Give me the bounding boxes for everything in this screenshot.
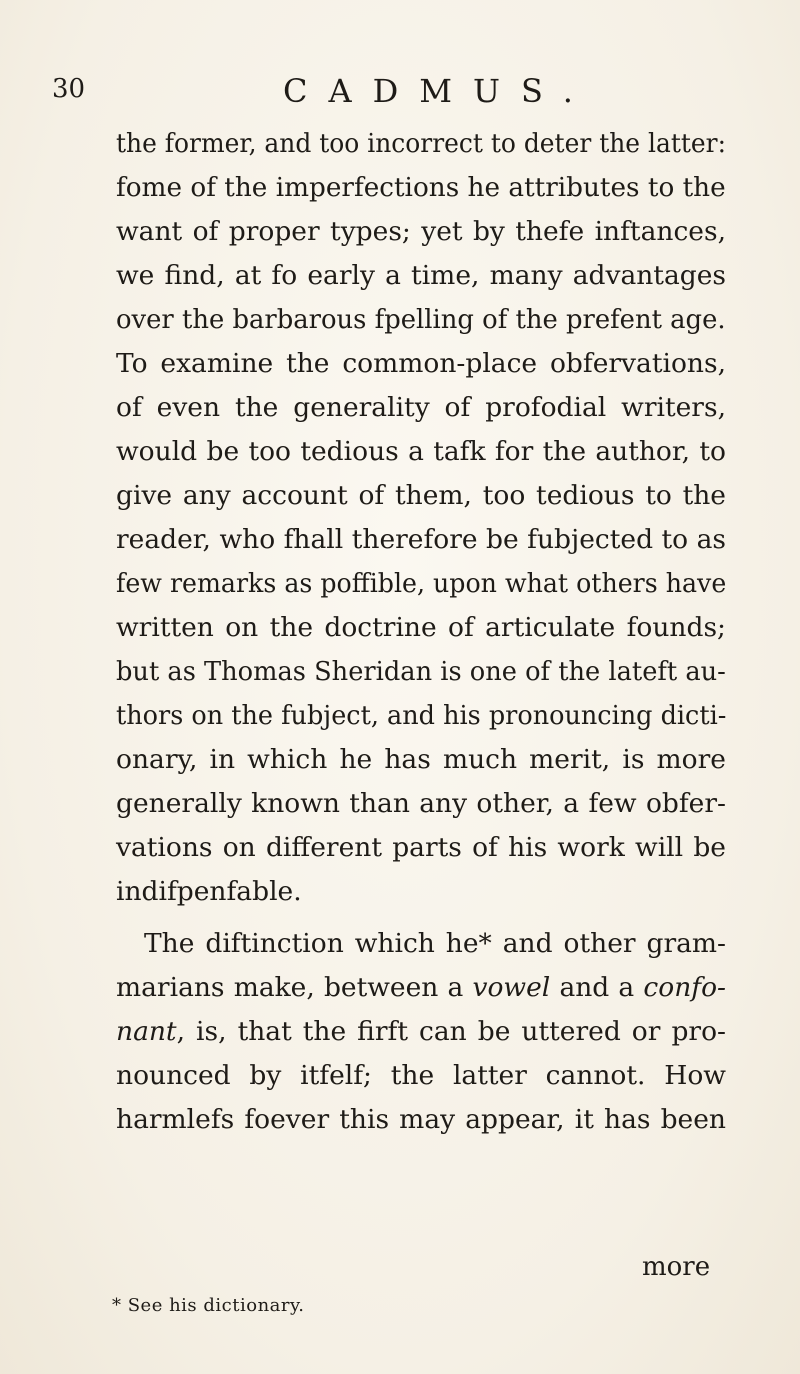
text-line <box>116 972 726 1004</box>
text-run: marians make, between a <box>116 972 473 1003</box>
page-header <box>0 74 800 114</box>
running-title: CADMUS. <box>283 72 594 110</box>
text-line: nounced by itfelf; the latter cannot. How <box>116 1060 726 1091</box>
text-run: and a <box>550 972 644 1003</box>
text-line: To examine the common-place obfervations, <box>116 348 726 379</box>
text-line: harmlefs foever this may appear, it has been <box>116 1104 726 1135</box>
text-line: few remarks as poffible, upon what others have <box>116 568 727 599</box>
text-run: , is, that the firft can be uttered or pro- <box>176 1016 726 1047</box>
text-line: indifpenfable. <box>116 876 302 907</box>
text-line: fome of the imperfections he attributes to the <box>116 172 726 203</box>
text-line <box>116 1016 726 1048</box>
text-line: reader, who fhall therefore be fubjected to as <box>116 524 726 555</box>
text-line: written on the doctrine of articulate founds; <box>116 612 726 643</box>
text-line: The diftinction which he* and other gram- <box>144 928 726 959</box>
text-line: of even the generality of profodial writers, <box>116 392 726 423</box>
text-line: thors on the fubject, and his pronouncing dicti- <box>116 700 727 731</box>
text-line: would be too tedious a tafk for the author, to <box>116 436 726 467</box>
text-line: onary, in which he has much merit, is more <box>116 744 726 775</box>
italic-term-consonant-cont: nant <box>116 1016 177 1047</box>
text-line: the former, and too incorrect to deter the latter: <box>116 128 726 159</box>
footnote: * See his dictionary. <box>112 1295 305 1316</box>
italic-term-vowel: vowel <box>472 972 551 1003</box>
text-line: vations on different parts of his work will be <box>116 832 726 863</box>
text-line: over the barbarous fpelling of the prefent age. <box>116 304 726 335</box>
text-line: generally known than any other, a few obfer- <box>116 788 726 819</box>
italic-term-consonant: confo- <box>643 972 726 1003</box>
catchword: more <box>642 1252 711 1282</box>
text-line: we find, at fo early a time, many advantages <box>116 260 726 291</box>
text-line: but as Thomas Sheridan is one of the lateft au- <box>116 656 726 687</box>
text-line: give any account of them, too tedious to the <box>116 480 726 511</box>
page-number: 30 <box>52 74 86 104</box>
text-line: want of proper types; yet by thefe inftances, <box>116 216 726 247</box>
